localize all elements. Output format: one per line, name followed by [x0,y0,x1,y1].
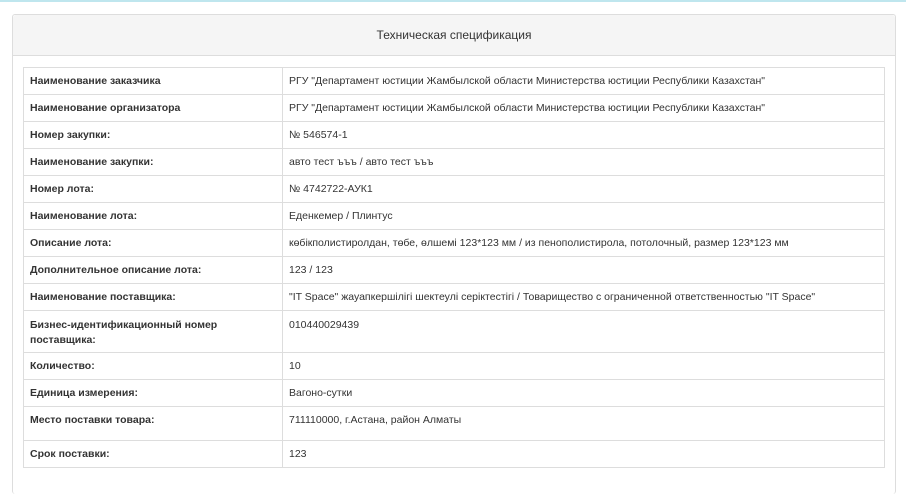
row-label-customer: Наименование заказчика [24,68,283,95]
top-accent-bar [0,0,906,2]
row-value-purchase-number: № 546574-1 [283,122,885,149]
table-row [24,230,885,257]
row-label-supplier-name: Наименование поставщика: [24,284,283,311]
table-row [24,176,885,203]
spec-panel [12,14,896,494]
row-label-purchase-name: Наименование закупки: [24,149,283,176]
table-row [24,311,885,353]
row-value-quantity: 10 [283,353,885,380]
row-label-supplier-bin: Бизнес-идентификационный номер поставщика: [24,311,283,353]
row-label-lot-description: Описание лота: [24,230,283,257]
row-label-purchase-number: Номер закупки: [24,122,283,149]
table-row [24,95,885,122]
panel-body [13,56,895,468]
table-row [24,441,885,468]
table-row [24,122,885,149]
table-row [24,257,885,284]
row-value-lot-name: Еденкемер / Плинтус [283,203,885,230]
row-value-supplier-bin: 010440029439 [283,311,885,353]
table-row [24,149,885,176]
table-row [24,284,885,311]
row-value-extra-description: 123 / 123 [283,257,885,284]
row-label-delivery-place: Место поставки товара: [24,407,283,441]
row-label-extra-description: Дополнительное описание лота: [24,257,283,284]
row-label-unit: Единица измерения: [24,380,283,407]
row-label-organizer: Наименование организатора [24,95,283,122]
row-value-customer: РГУ "Департамент юстиции Жамбылской области Министерства юстиции Республики Казахстан" [283,68,885,95]
row-label-lot-number: Номер лота: [24,176,283,203]
row-value-lot-number: № 4742722-АУК1 [283,176,885,203]
row-label-lot-name: Наименование лота: [24,203,283,230]
panel-title: Техническая спецификация [13,15,895,56]
row-value-organizer: РГУ "Департамент юстиции Жамбылской области Министерства юстиции Республики Казахстан" [283,95,885,122]
table-row [24,203,885,230]
row-value-delivery-place: 711110000, г.Астана, район Алматы [283,407,885,441]
table-row [24,407,885,441]
spec-table [23,67,885,468]
row-value-lot-description: көбікполистиролдан, төбе, өлшемі 123*123 мм / из пенополистирола, потолочный, размер 123*123 мм [283,230,885,257]
row-value-unit: Вагоно-сутки [283,380,885,407]
table-row [24,380,885,407]
table-row [24,353,885,380]
row-value-delivery-term: 123 [283,441,885,468]
table-row [24,68,885,95]
row-label-delivery-term: Срок поставки: [24,441,283,468]
row-value-supplier-name: "IT Space" жауапкершілігі шектеулі серіктестігі / Товарищество с ограниченной ответственностью "IT Space" [283,284,885,311]
row-value-purchase-name: авто тест ъъъ / авто тест ъъъ [283,149,885,176]
row-label-quantity: Количество: [24,353,283,380]
